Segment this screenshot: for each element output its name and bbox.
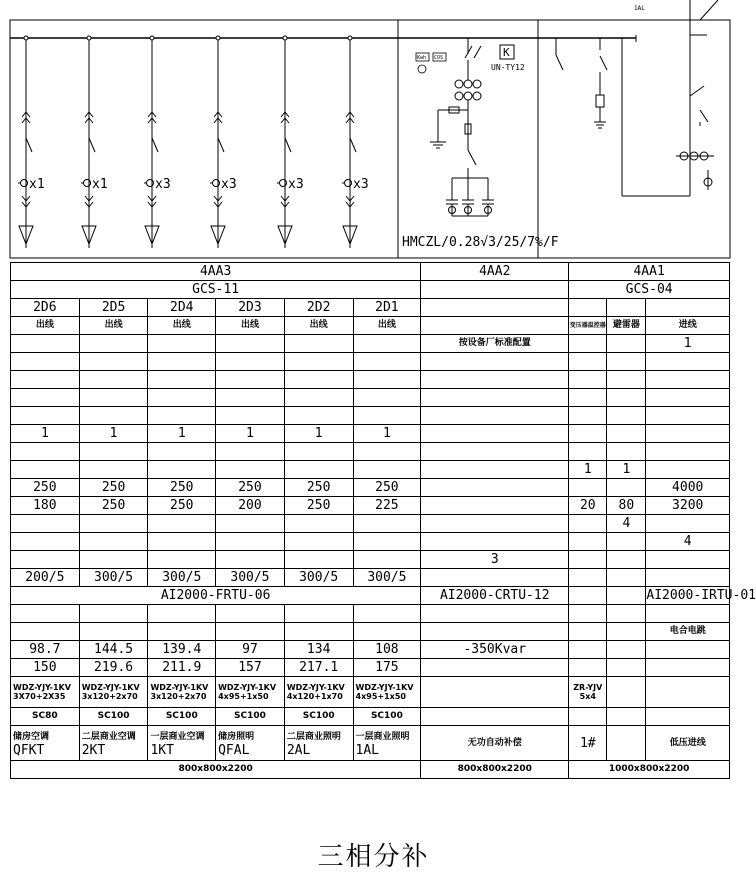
feeder-circuit — [277, 36, 292, 248]
frame-current: 250 — [284, 479, 353, 497]
ie-value: 150 — [11, 659, 80, 677]
feeder-count: x1 — [29, 177, 45, 192]
aa1-head-arrester: 避雷器 — [607, 317, 646, 335]
group-type-aa1: GCS-04 — [569, 281, 730, 299]
feeder-use: 出线 — [216, 317, 285, 335]
feeder-circuit — [18, 36, 33, 248]
meter-row — [11, 587, 730, 605]
set-current: 225 — [353, 497, 421, 515]
pe-value: 97 — [216, 641, 285, 659]
qty-row — [11, 425, 730, 443]
group-name-aa1: 4AA1 — [569, 263, 730, 281]
feeder-use: 出线 — [284, 317, 353, 335]
cable-row — [11, 677, 730, 708]
frame-current: 250 — [11, 479, 80, 497]
aa1-power: 电合电跳 — [646, 623, 730, 641]
feeder-count: x3 — [155, 177, 171, 192]
conduit: SC100 — [79, 708, 148, 726]
conduit: SC100 — [216, 708, 285, 726]
conduit: SC100 — [284, 708, 353, 726]
set-current: 250 — [284, 497, 353, 515]
ie-value: 157 — [216, 659, 285, 677]
k-box-label: K — [503, 46, 510, 59]
feeder-number: 2D3 — [216, 299, 285, 317]
load-name: 储房照明 QFAL — [216, 726, 285, 761]
feeder-use: 出线 — [79, 317, 148, 335]
cable-spec: WDZ-YJY-1KV 4x95+1x50 — [353, 677, 421, 708]
compensation: -350Kvar — [421, 641, 569, 659]
capacitor-label: HMCZL/0.28√3/25/7%/F — [402, 235, 559, 250]
pe-value: 134 — [284, 641, 353, 659]
aa1-cable: ZR-YJV 5x4 — [569, 677, 607, 708]
qty-cell: 1 — [353, 425, 421, 443]
aa1-set-temp: 20 — [569, 497, 607, 515]
qty-cell: 1 — [11, 425, 80, 443]
load-name: 一层商业照明 1AL — [353, 726, 421, 761]
feeder-count: x3 — [353, 177, 369, 192]
conduit-row — [11, 708, 730, 726]
feeder-count: x1 — [92, 177, 108, 192]
feeder-use: 出线 — [11, 317, 80, 335]
feeder-use: 出线 — [353, 317, 421, 335]
set-current-row — [11, 497, 730, 515]
set-current: 180 — [11, 497, 80, 515]
group-type-aa2 — [421, 281, 569, 299]
group-type-aa3: GCS-11 — [11, 281, 421, 299]
aa1-q2-arrester: 1 — [607, 461, 646, 479]
dims-aa3: 800x800x2200 — [11, 761, 421, 779]
feeder-number-row — [11, 299, 730, 317]
pe-value: 139.4 — [148, 641, 216, 659]
conduit: SC100 — [353, 708, 421, 726]
ct-ratio: 300/5 — [216, 569, 285, 587]
load-name: 一层商业空调 1KT — [148, 726, 216, 761]
feeder-count: x3 — [288, 177, 304, 192]
aa1-four2: 4 — [646, 533, 730, 551]
load-name: 二层商业空调 2KT — [79, 726, 148, 761]
qty-cell: 1 — [148, 425, 216, 443]
aa1-qty: 1 — [646, 335, 730, 353]
meter-aa1: AI2000-IRTU-01 — [646, 588, 756, 603]
ct-ratio: 300/5 — [79, 569, 148, 587]
pe-value: 108 — [353, 641, 421, 659]
group-name-aa2: 4AA2 — [421, 263, 569, 281]
ct-ratio: 300/5 — [353, 569, 421, 587]
frame-current: 250 — [216, 479, 285, 497]
feeder-number: 2D5 — [79, 299, 148, 317]
feeder-number: 2D4 — [148, 299, 216, 317]
set-current: 250 — [148, 497, 216, 515]
group-name-aa3: 4AA3 — [11, 263, 421, 281]
feeder-use: 出线 — [148, 317, 216, 335]
frame-current: 250 — [353, 479, 421, 497]
ie-row — [11, 659, 730, 677]
aa1-four: 4 — [607, 515, 646, 533]
panel-schedule-table — [10, 262, 756, 779]
feeder-count: x3 — [221, 177, 237, 192]
pe-row — [11, 641, 730, 659]
dims-aa2: 800x800x2200 — [421, 761, 569, 779]
conduit: SC80 — [11, 708, 80, 726]
cable-spec: WDZ-YJY-1KV 3X70+2X35 — [11, 677, 80, 708]
drawing-caption: 三相分补 — [317, 842, 430, 872]
aa2-three: 3 — [421, 551, 569, 569]
dims-aa1: 1000x800x2200 — [569, 761, 730, 779]
dimension-row — [11, 761, 730, 779]
aa1-load: 低压进线 — [646, 726, 730, 761]
aa1-head-incoming: 进线 — [646, 317, 730, 335]
load-name: 二层商业照明 2AL — [284, 726, 353, 761]
ct-ratio: 300/5 — [148, 569, 216, 587]
cable-spec: WDZ-YJY-1KV 3x120+2x70 — [148, 677, 216, 708]
aa2-load: 无功自动补偿 — [421, 726, 569, 761]
frame-current: 250 — [148, 479, 216, 497]
meter-aa3: AI2000-FRTU-06 — [11, 587, 421, 605]
un-label: UN-TY12 — [491, 63, 525, 72]
feeder-number: 2D1 — [353, 299, 421, 317]
feeder-circuit — [342, 36, 357, 248]
ct-ratio-row — [11, 569, 730, 587]
feeder-circuit — [81, 36, 96, 248]
conduit: SC100 — [148, 708, 216, 726]
cable-spec: WDZ-YJY-1KV 4x95+1x50 — [216, 677, 285, 708]
pe-value: 144.5 — [79, 641, 148, 659]
meter-aa2: AI2000-CRTU-12 — [421, 587, 569, 605]
ct-ratio: 200/5 — [11, 569, 80, 587]
ct-ratio: 300/5 — [284, 569, 353, 587]
feeder-use-row — [11, 317, 730, 335]
qty-cell: 1 — [216, 425, 285, 443]
set-current: 250 — [79, 497, 148, 515]
feeder-circuit — [144, 36, 159, 248]
kwh-box-label: Kwh — [417, 55, 427, 61]
feeder-circuit — [210, 36, 225, 248]
aa1-frame: 4000 — [646, 479, 730, 497]
single-line-schematic — [0, 0, 747, 262]
frame-current-row — [11, 479, 730, 497]
qty-cell: 1 — [79, 425, 148, 443]
aa1-load-num: 1# — [569, 726, 607, 761]
incoming-section — [556, 0, 718, 196]
load-row — [11, 726, 730, 761]
ie-value: 217.1 — [284, 659, 353, 677]
feeder-number: 2D6 — [11, 299, 80, 317]
cable-spec: WDZ-YJY-1KV 3x120+2x70 — [79, 677, 148, 708]
aa2-note: 按设备厂标准配置 — [421, 335, 569, 353]
ie-value: 211.9 — [148, 659, 216, 677]
qty-cell: 1 — [284, 425, 353, 443]
pe-value: 98.7 — [11, 641, 80, 659]
frame-current: 250 — [79, 479, 148, 497]
ie-value: 219.6 — [79, 659, 148, 677]
feeder-circuits — [18, 36, 357, 248]
aa1-set-incoming: 3200 — [646, 497, 730, 515]
top-mark: 1AL — [634, 5, 645, 12]
feeder-count-labels — [29, 177, 369, 192]
load-name: 储房空调 QFKT — [11, 726, 80, 761]
cable-spec: WDZ-YJY-1KV 4x120+1x70 — [284, 677, 353, 708]
aa1-q2-temp: 1 — [569, 461, 607, 479]
cos-box-label: COS — [434, 55, 444, 61]
aa1-set-arrester: 80 — [607, 497, 646, 515]
aa1-head-temp: 变压器温控器 — [569, 317, 607, 335]
set-current: 200 — [216, 497, 285, 515]
ie-value: 175 — [353, 659, 421, 677]
feeder-number: 2D2 — [284, 299, 353, 317]
